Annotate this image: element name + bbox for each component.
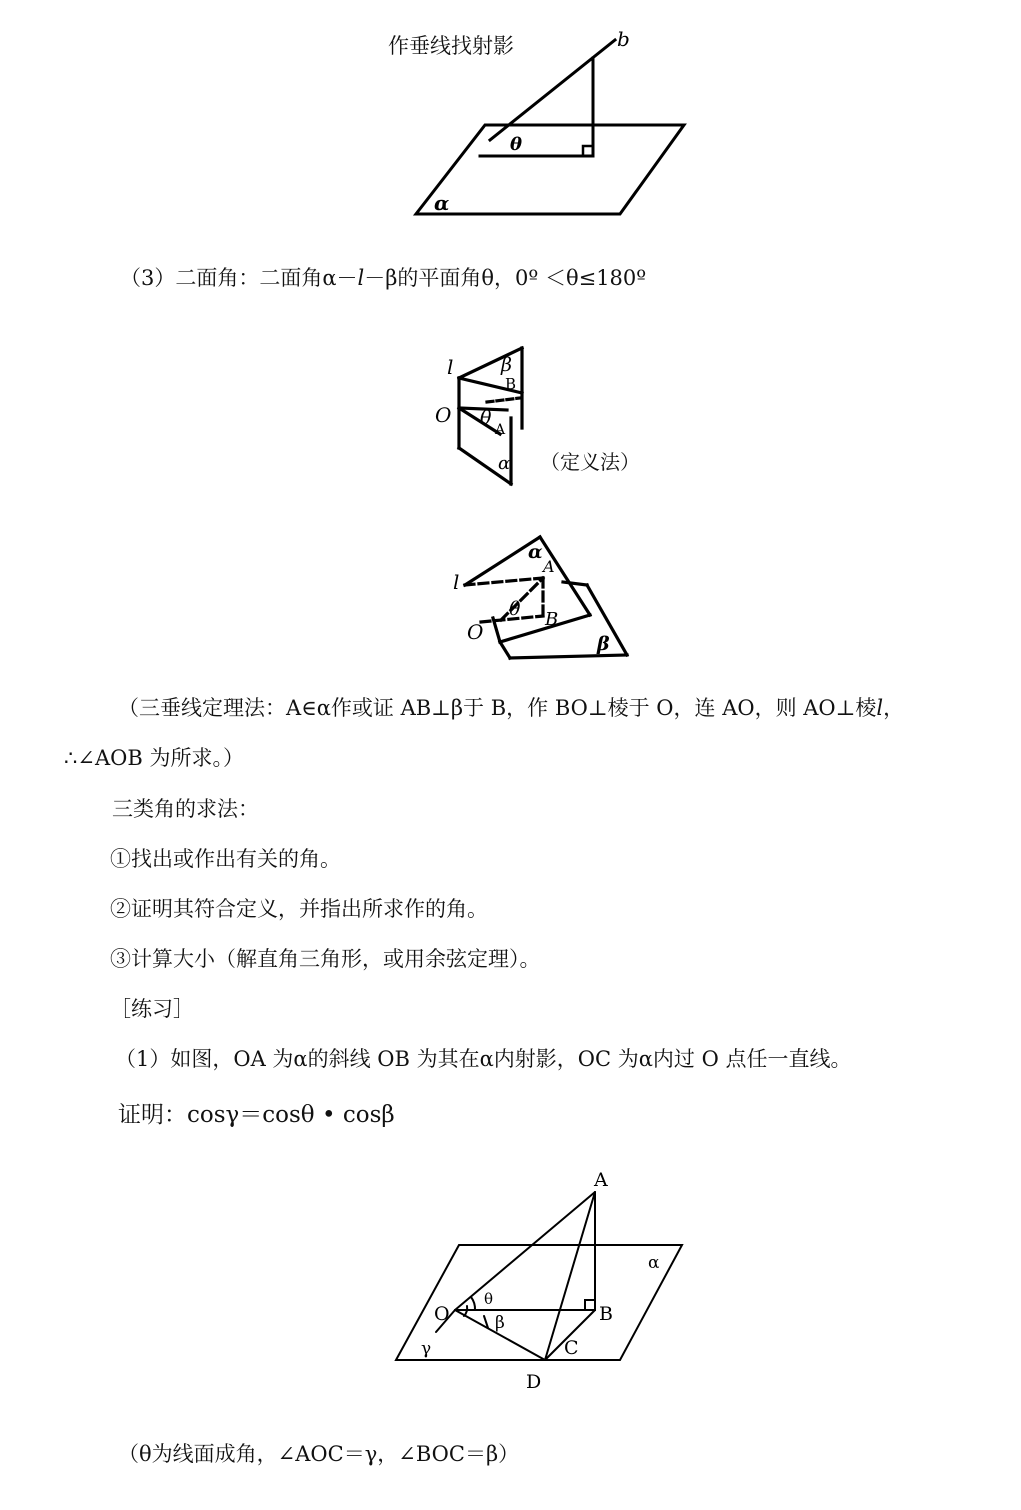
fig3-label-theta: θ [509, 598, 521, 620]
figure-note: （θ为线面成角，∠AOC＝γ，∠BOC＝β） [118, 1442, 520, 1466]
method-step-3: ③计算大小（解直角三角形，或用余弦定理）。 [110, 947, 541, 971]
fig2-label-A: A [495, 422, 506, 438]
three-perpendiculars-line1 [118, 694, 904, 722]
fig2-label-theta: θ [480, 407, 492, 429]
methods-heading: 三类角的求法： [112, 797, 259, 821]
fig3-label-alpha: α [528, 541, 543, 563]
fig1-title: 作垂线找射影 [388, 34, 514, 58]
fig1-label-theta: θ [510, 134, 523, 155]
fig2-label-B: B [505, 375, 517, 393]
fig4-label-O: O [434, 1303, 450, 1325]
fig2-label-l: l [447, 355, 454, 379]
practice-heading: ［练习］ [110, 997, 194, 1021]
fig1-diagram [400, 20, 700, 225]
fig2-label-beta: β [501, 354, 512, 376]
fig1-plane [416, 125, 684, 214]
fig2-diagram [425, 338, 545, 498]
theorem-line1-end: ， [883, 696, 905, 720]
fig4-label-A: A [594, 1169, 608, 1191]
practice-problem-1: （1）如图，OA 为α的斜线 OB 为其在α内射影，OC 为α内过 O 点任一直线。 [115, 1047, 852, 1071]
theorem-line1-text: （三垂线定理法：A∈α作或证 AB⊥β于 B，作 BO⊥棱于 O，连 AO，则 AO⊥棱 [118, 696, 877, 720]
dihedral-l: l [357, 266, 365, 290]
theorem-line1-l: l [876, 696, 884, 720]
fig3-label-A: A [543, 557, 555, 576]
fig3-label-B: B [545, 609, 559, 630]
dihedral-text-head: （3）二面角：二面角α－ [120, 266, 358, 290]
fig4-label-C: C [564, 1337, 579, 1359]
fig2-label-alpha: α [498, 453, 511, 474]
fig3-label-beta: β [597, 633, 610, 655]
fig4-label-theta: θ [484, 1290, 494, 1308]
method-step-2: ②证明其符合定义，并指出所求作的角。 [110, 897, 488, 921]
fig4-label-B: B [599, 1303, 613, 1325]
fig4-diagram [380, 1160, 710, 1400]
fig3-label-O: O [467, 620, 484, 644]
practice-proof: 证明：cosγ＝cosθ • cosβ [118, 1102, 395, 1128]
fig4-label-gamma: γ [421, 1339, 432, 1359]
dihedral-angle-definition [120, 264, 646, 292]
fig4-angle-arc-1 [471, 1297, 475, 1310]
fig4-right-angle-mark [585, 1300, 595, 1310]
fig4-label-D: D [526, 1371, 542, 1393]
fig4-label-alpha: α [648, 1253, 660, 1273]
fig2-caption: （定义法） [540, 450, 640, 474]
fig1-label-b: b [617, 27, 630, 51]
three-perpendiculars-line2: ∴∠AOB 为所求。） [64, 746, 244, 770]
fig3-diagram [445, 530, 635, 665]
fig2-label-O: O [435, 403, 452, 427]
fig1-label-alpha: α [434, 191, 450, 215]
dihedral-text-tail: －β的平面角θ，0º ＜θ≤180º [364, 266, 647, 290]
method-step-1: ①找出或作出有关的角。 [110, 847, 341, 871]
fig4-AO [455, 1192, 595, 1310]
fig3-label-l: l [453, 570, 460, 594]
fig4-label-beta: β [495, 1313, 505, 1333]
